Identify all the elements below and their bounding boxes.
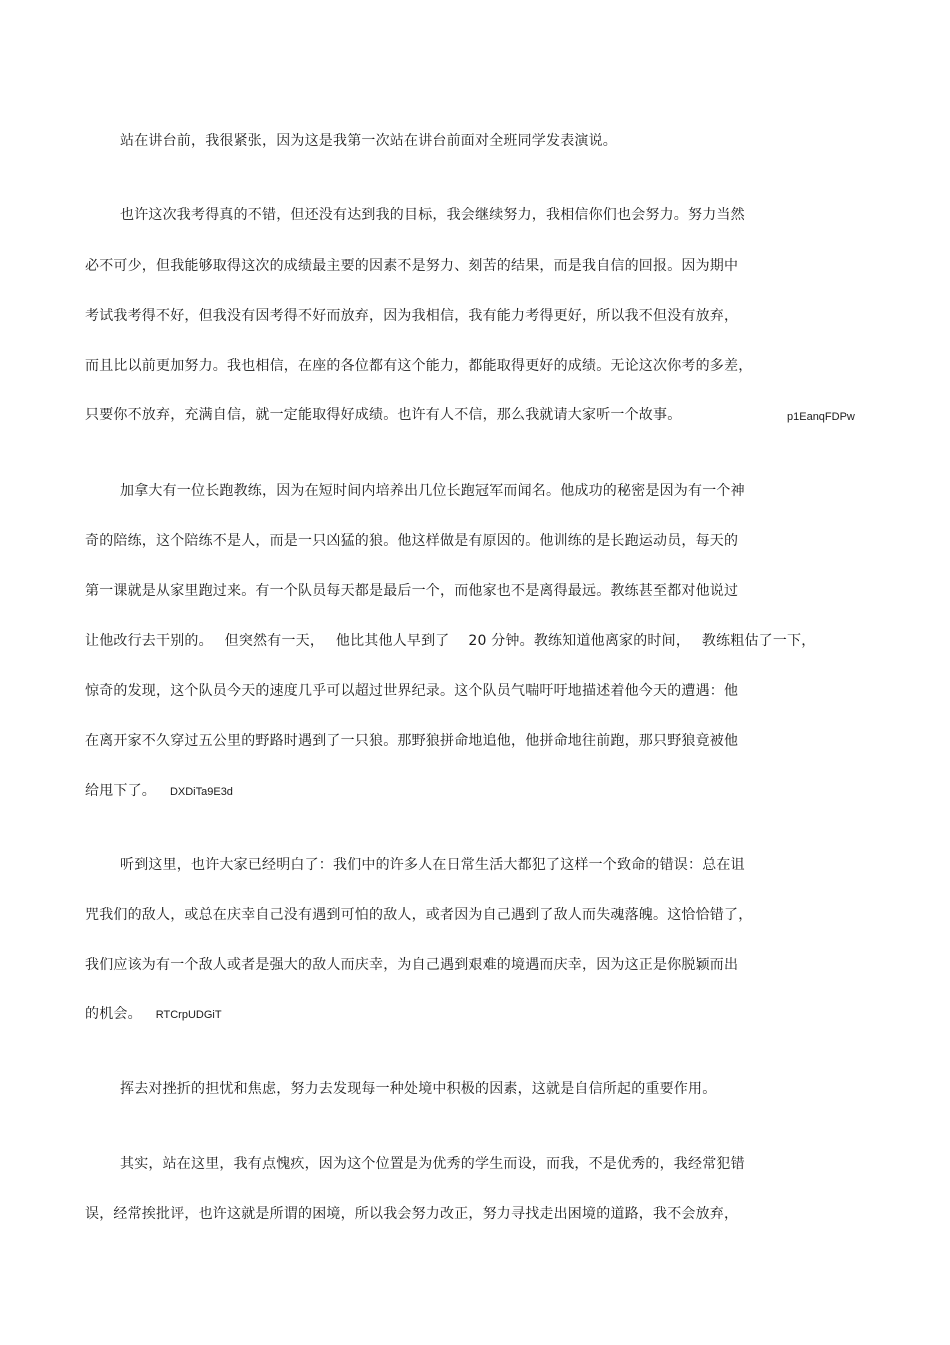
paragraph-4-line-3: 我们应该为有一个敌人或者是强大的敌人而庆幸，为自己遇到艰难的境遇而庆幸，因为这正是你脱颖而出 xyxy=(85,957,739,973)
paragraph-6-line-1: 其实，站在这里，我有点愧疚，因为这个位置是为优秀的学生而设，而我，不是优秀的，我经常犯错 xyxy=(120,1156,745,1172)
paragraph-2-line-5: 只要你不放弃，充满自信，就一定能取得好成绩。也许有人不信，那么我就请大家听一个故事。 xyxy=(85,407,682,423)
paragraph-2-line-1: 也许这次我考得真的不错，但还没有达到我的目标，我会继续努力，我相信你们也会努力。努力当然 xyxy=(120,207,745,223)
paragraph-6-line-2: 误，经常挨批评，也许这就是所谓的困境，所以我会努力改正，努力寻找走出困境的道路，我不会放弃， xyxy=(85,1206,739,1222)
paragraph-2-line-4: 而且比以前更加努力。我也相信，在座的各位都有这个能力，都能取得更好的成绩。无论这次你考的多差， xyxy=(85,358,753,374)
paragraph-2-line-3: 考试我考得不好，但我没有因考得不好而放弃，因为我相信，我有能力考得更好，所以我不但没有放弃， xyxy=(85,308,739,324)
reference-code: RTCrpUDGiT xyxy=(155,1009,222,1021)
reference-code: p1EanqFDPw xyxy=(787,411,855,423)
paragraph-4-line-1: 听到这里，也许大家已经明白了：我们中的许多人在日常生活大都犯了这样一个致命的错误：总在诅 xyxy=(120,857,745,873)
reference-code: DXDiTa9E3d xyxy=(169,786,233,798)
paragraph-4-line-2: 咒我们的敌人，或总在庆幸自己没有遇到可怕的敌人，或者因为自己遇到了敌人而失魂落魄。这恰恰错了， xyxy=(85,907,753,923)
paragraph-3-line-5: 惊奇的发现，这个队员今天的速度几乎可以超过世界纪录。这个队员气喘吁吁地描述着他今天的遭遇：他 xyxy=(85,683,739,699)
paragraph-3-line-7 xyxy=(85,781,233,802)
paragraph-3-line-4: 让他改行去干别的。 但突然有一天， 他比其他人早到了 20 分钟。教练知道他离家的时间， 教练粗估了一下， xyxy=(85,633,816,649)
paragraph-3-line-3: 第一课就是从家里跑过来。有一个队员每天都是最后一个，而他家也不是离得最远。教练甚至都对他说过 xyxy=(85,583,739,599)
paragraph-5-line-1: 挥去对挫折的担忧和焦虑，努力去发现每一种处境中积极的因素，这就是自信所起的重要作用。 xyxy=(120,1081,717,1097)
paragraph-1-line-1: 站在讲台前，我很紧张，因为这是我第一次站在讲台前面对全班同学发表演说。 xyxy=(120,133,617,149)
paragraph-3-line-6: 在离开家不久穿过五公里的野路时遇到了一只狼。那野狼拼命地追他，他拼命地往前跑，那只野狼竟被他 xyxy=(85,733,739,749)
paragraph-2-line-2: 必不可少，但我能够取得这次的成绩最主要的因素不是努力、刻苦的结果，而是我自信的回报。因为期中 xyxy=(85,258,739,274)
paragraph-4-line-4-text: 的机会。 xyxy=(85,1006,142,1022)
paragraph-3-line-1: 加拿大有一位长跑教练，因为在短时间内培养出几位长跑冠军而闻名。他成功的秘密是因为有一个神 xyxy=(120,483,745,499)
paragraph-3-line-7-text: 给甩下了。 xyxy=(85,783,156,799)
paragraph-3-line-2: 奇的陪练，这个陪练不是人，而是一只凶猛的狼。他这样做是有原因的。他训练的是长跑运动员，每天的 xyxy=(85,533,739,549)
paragraph-4-line-4 xyxy=(85,1004,222,1025)
